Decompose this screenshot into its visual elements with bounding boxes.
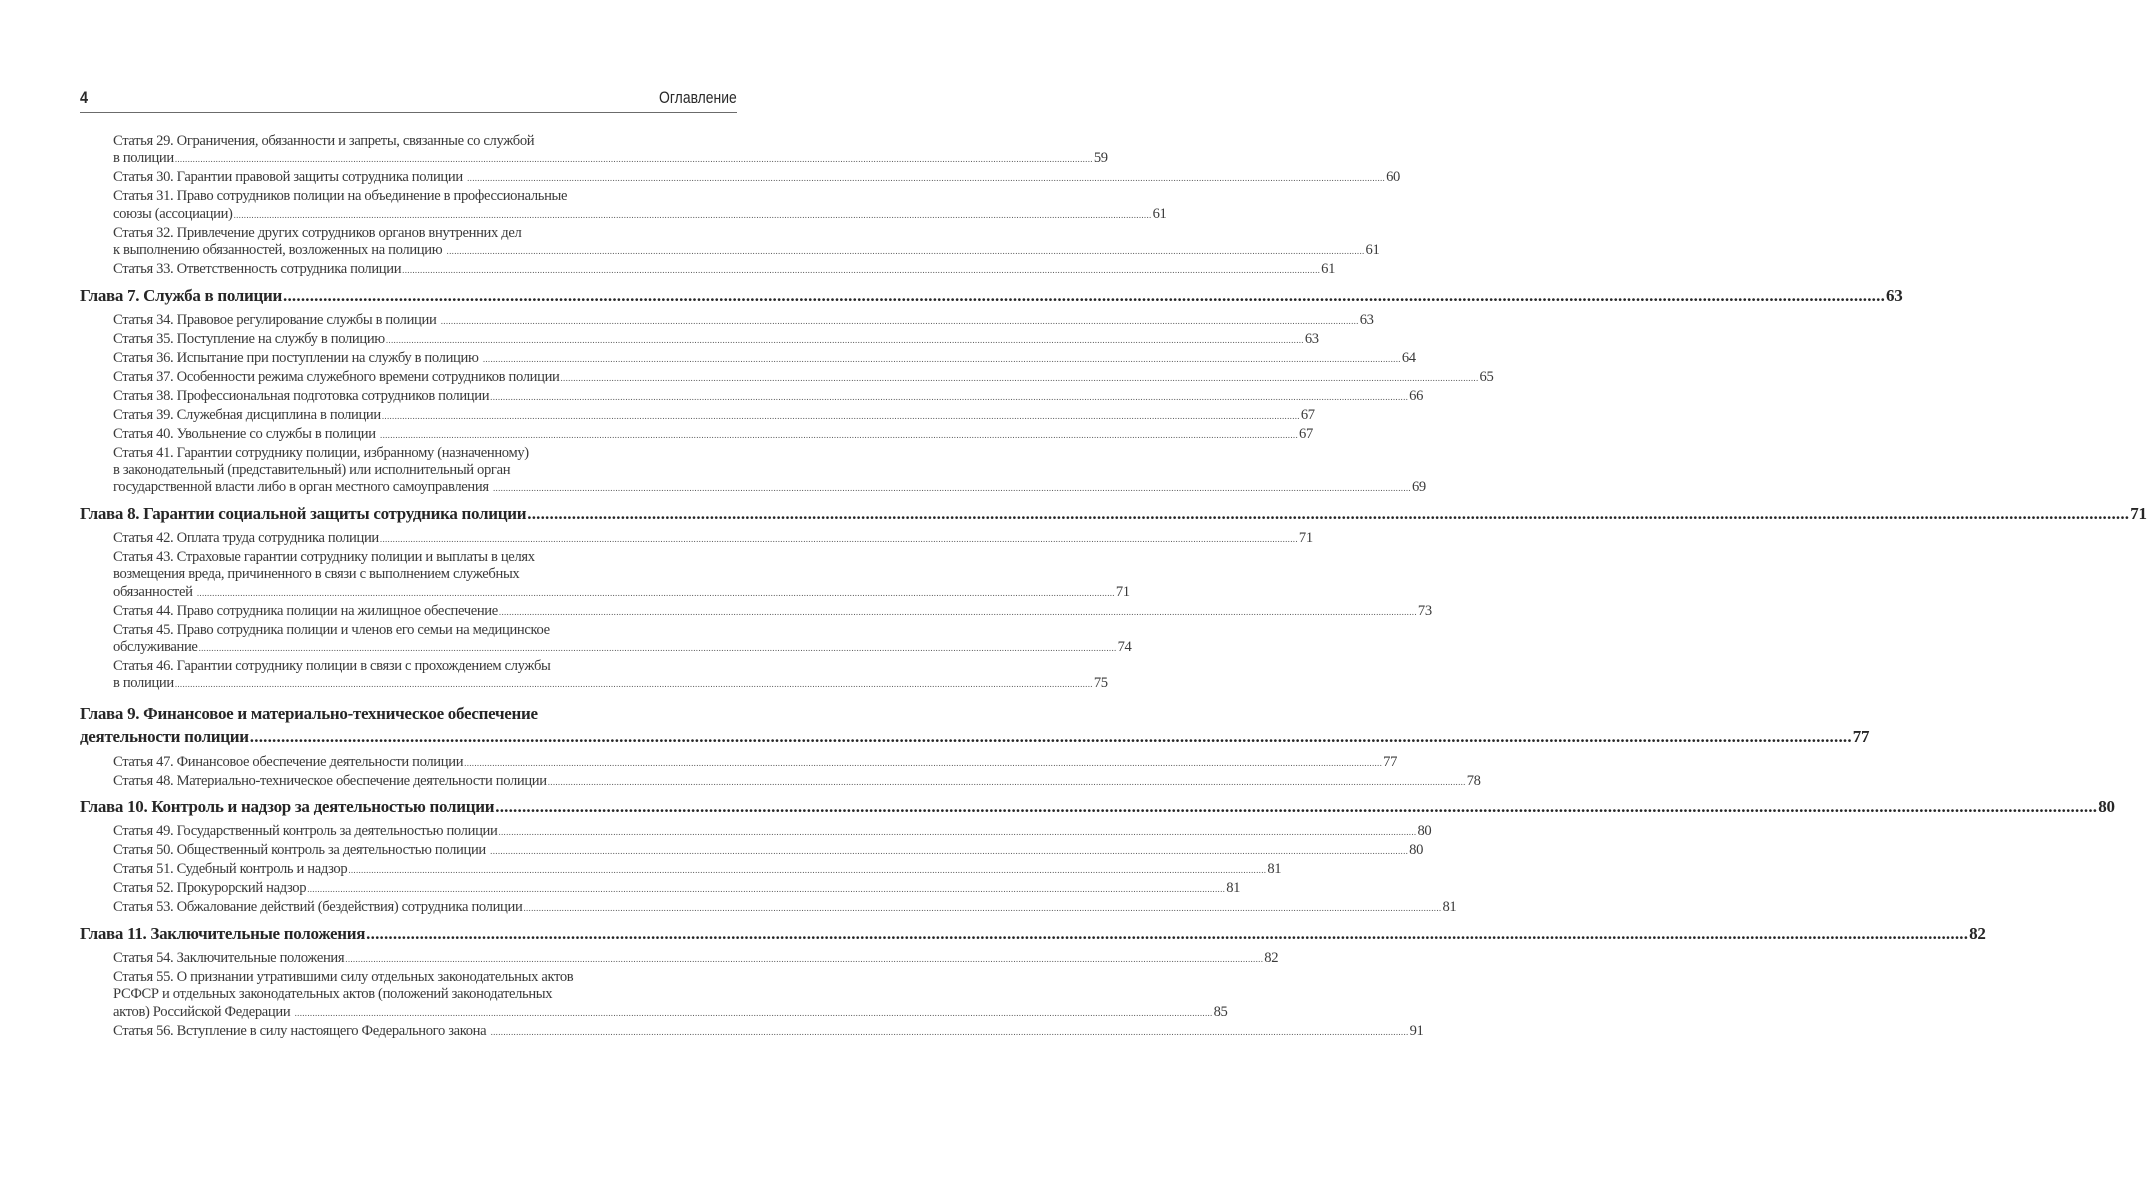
toc-entry-line: в законодательный (представительный) или исполнительный орган [113,462,511,479]
toc-entry-leader-row [113,602,1432,621]
page-number: 4 [80,88,88,107]
toc-entry-title: Статья 44. Право сотрудника полиции на жилищное обеспечение [113,602,498,619]
toc-entry-leader-row [113,479,1426,497]
toc-entry-title: актов) Российской Федерации [113,1003,294,1020]
toc-entry-line: Статья 46. Гарантии сотруднику полиции в связи с прохождением службы [113,658,551,675]
toc-entry-title: союзы (ассоциации) [113,205,233,222]
toc-chapter-entry[interactable] [80,923,1986,944]
toc-entry-line: Статья 29. Ограничения, обязанности и запреты, связанные со службой [113,133,535,149]
toc-chapter-entry[interactable] [80,285,1903,306]
toc-article-entry[interactable] [113,529,1313,548]
toc-entry-title: Статья 36. Испытание при поступлении на службу в полицию [113,349,482,366]
dot-leader [366,924,1968,943]
dot-leader [348,865,1266,875]
toc-entry-leader-row [113,261,1336,279]
toc-article-entry[interactable] [113,224,1380,261]
toc-article-entry[interactable] [113,406,1315,425]
toc-entry-line: Статья 43. Страховые гарантии сотруднику полиции и выплаты в целях [113,548,535,565]
toc-article-entry[interactable] [113,968,1228,1022]
toc-page-number: 67 [1300,406,1315,423]
toc-entry-title: Статья 49. Государственный контроль за деятельностью полиции [113,823,498,840]
toc-entry-leader-row [113,150,1108,168]
toc-entry-title: Статья 42. Оплата труда сотрудника полиции [113,529,379,546]
toc-chapter-entry[interactable] [80,503,2147,524]
toc-entry-leader-row [80,503,2147,524]
dot-leader [402,265,1320,275]
toc-entry-leader-row [113,1022,1424,1041]
toc-entry-title: Статья 52. Прокурорский надзор [113,880,307,897]
toc-chapter-entry[interactable] [80,702,1870,748]
dot-leader [447,246,1365,256]
toc-page-number: 61 [1365,242,1380,259]
toc-article-entry[interactable] [113,169,1401,187]
toc-page-number: 61 [1321,261,1336,278]
toc-page-number: 80 [2098,797,2115,817]
toc-article-entry[interactable] [113,444,1426,498]
toc-page-number: 73 [1417,602,1432,619]
toc-entry-title: Статья 51. Судебный контроль и надзор [113,861,348,878]
dot-leader [490,392,1408,402]
toc-entry-leader-row [113,368,1494,387]
toc-article-entry[interactable] [113,899,1457,917]
toc-page-number: 60 [1386,169,1401,186]
toc-entry-title: Статья 54. Заключительные положения [113,949,345,966]
toc-page-number: 71 [1298,529,1313,546]
toc-entry-title: Статья 34. Правовое регулирование службы в полиции [113,311,440,328]
toc-entry-leader-row [113,169,1401,187]
toc-entry-leader-row [113,387,1424,406]
toc-entry-title: Глава 10. Контроль и надзор за деятельностью полиции [80,797,495,817]
toc-page-number: 78 [1466,772,1481,789]
toc-entry-title: Статья 35. Поступление на службу в полицию [113,330,385,347]
toc-article-entry[interactable] [113,823,1432,841]
toc-entry-title: Глава 11. Заключительные положения [80,923,366,943]
toc-page-number: 71 [1115,583,1130,600]
dot-leader [467,173,1385,183]
dot-leader [527,504,2129,523]
dot-leader [483,354,1401,364]
toc-page-number: 61 [1152,205,1167,222]
toc-article-entry[interactable] [113,602,1432,621]
toc-entry-leader-row [113,639,1132,657]
toc-page-number: 77 [1383,753,1398,770]
dot-leader [386,335,1304,345]
toc-entry-title: к выполнению обязанностей, возложенных на полицию [113,242,446,259]
toc-article-entry[interactable] [113,842,1424,860]
toc-entry-title: в полиции [113,675,174,692]
toc-entry-title: Статья 53. Обжалование действий (бездействия) сотрудника полиции [113,899,523,916]
dot-leader [490,846,1408,856]
toc-article-entry[interactable] [113,621,1132,658]
dot-leader [495,797,2097,816]
toc-page-number: 77 [1852,726,1870,746]
toc-page-number: 64 [1401,349,1416,366]
dot-leader [307,884,1225,894]
toc-entry-leader-row [113,842,1424,860]
dot-leader [199,643,1117,653]
toc-entry-leader-row [113,899,1457,917]
toc-entry-title: Статья 33. Ответственность сотрудника полиции [113,261,402,278]
toc-article-entry[interactable] [113,368,1494,387]
toc-page-number: 63 [1304,330,1319,347]
toc-entry-title: государственной власти либо в орган местного самоуправления [113,479,492,496]
toc-page-number: 81 [1442,899,1457,916]
toc-article-entry[interactable] [113,387,1424,406]
toc-page-number: 81 [1267,861,1282,878]
toc-entry-line: РСФСР и отдельных законодательных актов (положений законодательных [113,986,553,1003]
dot-leader [382,411,1300,421]
toc-article-entry[interactable] [113,330,1319,349]
toc-entry-leader-row [113,242,1380,260]
toc-entry-leader-row [113,529,1313,548]
dot-leader [175,154,1093,164]
toc-entry-leader-row [80,797,2115,817]
dot-leader [493,483,1411,493]
dot-leader [175,679,1093,689]
toc-entry-leader-row [113,772,1481,791]
toc-article-entry[interactable] [113,349,1416,368]
dot-leader [345,954,1263,964]
running-title: Оглавление [659,88,737,107]
toc-article-entry[interactable] [113,880,1241,898]
toc-entry-title: Статья 38. Профессиональная подготовка сотрудников полиции [113,387,490,404]
dot-leader [548,777,1466,787]
toc-entry-leader-row [113,349,1416,368]
toc-article-entry[interactable] [113,311,1374,330]
toc-article-entry[interactable] [113,261,1336,279]
toc-article-entry[interactable] [113,548,1130,602]
dot-leader [250,727,1852,746]
dot-leader [499,607,1417,617]
dot-leader [295,1008,1213,1018]
toc-entry-leader-row [113,311,1374,330]
toc-entry-leader-row [113,406,1315,425]
toc-entry-line: Глава 9. Финансовое и материально-техническое обеспечение [80,703,538,723]
toc-page-number: 80 [1409,842,1424,859]
toc-entry-leader-row [113,330,1319,349]
toc-entry-title: Статья 47. Финансовое обеспечение деятельности полиции [113,753,464,770]
toc-article-entry[interactable] [113,658,1108,694]
toc-page-number: 75 [1093,675,1108,692]
dot-leader [380,534,1298,544]
toc-entry-title: Статья 39. Служебная дисциплина в полиции [113,406,381,423]
toc-entry-leader-row [113,823,1432,841]
toc-page-number: 59 [1093,150,1108,167]
toc-entry-leader-row [80,285,1903,306]
page-header [80,88,737,113]
toc-entry-title: Глава 7. Служба в полиции [80,285,283,305]
toc-entry-line: возмещения вреда, причиненного в связи с выполнением служебных [113,566,520,583]
toc-entry-leader-row [113,880,1241,898]
toc-entry-line: Статья 55. О признании утратившими силу отдельных законодательных актов [113,968,574,985]
dot-leader [380,430,1298,440]
toc-entry-title: Статья 30. Гарантии правовой защиты сотрудника полиции [113,169,467,186]
toc-page-number: 63 [1886,285,1903,305]
toc-article-entry[interactable] [113,425,1313,444]
toc-page-number: 71 [2130,503,2147,523]
toc-entry-title: Статья 40. Увольнение со службы в полиции [113,425,380,442]
toc-entry-title: Статья 48. Материально-техническое обеспечение деятельности полиции [113,772,547,789]
dot-leader [491,1027,1409,1037]
dot-leader [197,588,1115,598]
toc-article-entry[interactable] [113,949,1279,968]
dot-leader [523,903,1441,913]
toc-page-number: 82 [1969,923,1986,943]
toc-entry-title: деятельности полиции [80,726,249,746]
toc-page-number: 85 [1213,1003,1228,1020]
toc-page-number: 63 [1359,311,1374,328]
toc-page-number: 82 [1264,949,1279,966]
toc-article-entry[interactable] [113,772,1481,791]
toc-article-entry[interactable] [113,753,1398,772]
toc-article-entry[interactable] [113,861,1282,879]
toc-page-number: 65 [1479,368,1494,385]
toc-entry-title: Статья 37. Особенности режима служебного времени сотрудников полиции [113,368,560,385]
toc-entry-line: Статья 45. Право сотрудника полиции и членов его семьи на медицинское [113,621,550,638]
toc-entry-title: обслуживание [113,639,198,656]
table-of-contents [80,133,2147,1041]
toc-chapter-entry[interactable] [80,797,2115,817]
toc-entry-line: Статья 32. Привлечение других сотрудников органов внутренних дел [113,224,522,241]
toc-page-number: 66 [1409,387,1424,404]
toc-entry-title: обязанностей [113,583,196,600]
toc-entry-leader-row [80,923,1986,944]
dot-leader [234,210,1152,220]
toc-entry-leader-row [113,949,1279,968]
toc-entry-leader-row [113,861,1282,879]
toc-page-number: 91 [1409,1022,1424,1039]
toc-entry-leader-row [113,1003,1228,1022]
toc-entry-line: Статья 31. Право сотрудников полиции на объединение в профессиональные [113,188,568,205]
toc-entry-leader-row [113,675,1108,693]
toc-entry-leader-row [80,725,1870,748]
toc-entry-leader-row [113,753,1398,772]
toc-entry-title: Глава 8. Гарантии социальной защиты сотрудника полиции [80,503,527,523]
toc-article-entry[interactable] [113,188,1167,224]
toc-entry-title: Статья 50. Общественный контроль за деятельностью полиции [113,842,490,859]
toc-page-number: 80 [1417,823,1432,840]
toc-page-number: 81 [1226,880,1241,897]
dot-leader [464,758,1382,768]
dot-leader [561,373,1479,383]
dot-leader [441,316,1359,326]
toc-page-number: 74 [1117,639,1132,656]
toc-entry-leader-row [113,205,1167,224]
toc-article-entry[interactable] [113,133,1108,169]
toc-entry-title: Статья 56. Вступление в силу настоящего Федерального закона [113,1022,490,1039]
toc-entry-leader-row [113,425,1313,444]
toc-entry-title: в полиции [113,150,174,167]
toc-entry-leader-row [113,583,1130,602]
dot-leader [283,286,1885,305]
toc-page-number: 69 [1411,479,1426,496]
toc-entry-line: Статья 41. Гарантии сотруднику полиции, избранному (назначенному) [113,444,529,461]
toc-article-entry[interactable] [113,1022,1424,1041]
dot-leader [498,827,1416,837]
toc-page-number: 67 [1299,425,1313,442]
